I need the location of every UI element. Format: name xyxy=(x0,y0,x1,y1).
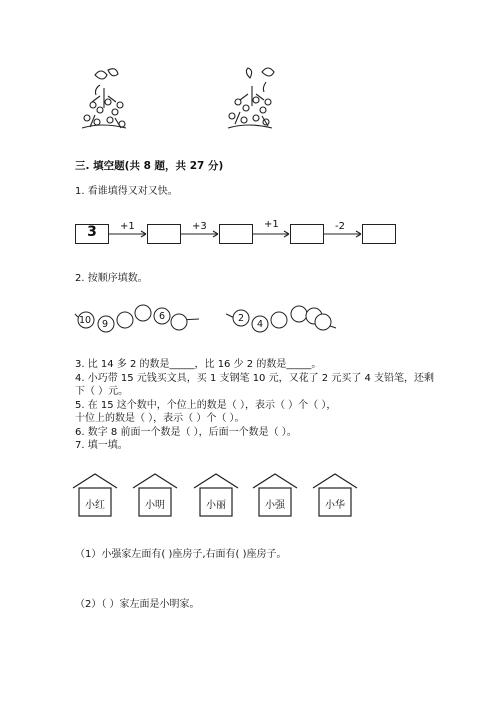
question-7-sub-1: （1）小强家左面有( )座房子,右面有( )座房子。 xyxy=(75,549,287,560)
answer-box-1[interactable] xyxy=(147,224,181,244)
question-5-line-1: 5. 在 15 这个数中，个位上的数是（ ），表示（ ）个（ ）， xyxy=(75,400,337,411)
question-7-text: 7. 填一填。 xyxy=(75,440,128,451)
question-5-line-2: 十位上的数是（ ），表示（ ）个（ ）。 xyxy=(75,413,245,424)
bead-chain-1 xyxy=(75,305,199,332)
section-title: 三. 填空题(共 8 题，共 27 分) xyxy=(75,160,224,172)
bead-number-4: 4 xyxy=(257,319,264,330)
flower-bouquet-right-icon xyxy=(228,68,274,128)
op-label-4: -2 xyxy=(335,221,345,232)
op-label-1: +1 xyxy=(120,221,135,232)
house-label-xiaoqiang: 小强 xyxy=(265,500,285,511)
flower-bouquet-left-icon xyxy=(82,69,126,128)
op-label-3: +1 xyxy=(264,219,279,230)
question-2-text: 2. 按顺序填数。 xyxy=(75,273,148,284)
answer-box-2[interactable] xyxy=(219,224,253,244)
question-1-text: 1. 看谁填得又对又快。 xyxy=(75,186,178,197)
question-3-text: 3. 比 14 多 2 的数是_____，比 16 少 2 的数是_____。 xyxy=(75,359,322,370)
question-4-line-1: 4. 小巧带 15 元钱买文具，买 1 支钢笔 10 元，又花了 2 元买了 4 支铅笔，还剩 xyxy=(75,373,435,384)
bead-number-2: 2 xyxy=(238,313,245,324)
answer-box-3[interactable] xyxy=(290,224,324,244)
bead-number-10: 10 xyxy=(79,315,92,326)
start-number-box: 3 xyxy=(75,224,109,244)
question-7-sub-2: （2）（ ）家左面是小明家。 xyxy=(75,599,200,610)
house-label-xiaoming: 小明 xyxy=(145,500,165,511)
bead-number-9: 9 xyxy=(102,319,109,330)
question-4-line-2: 下（ ）元。 xyxy=(75,386,129,397)
op-label-2: +3 xyxy=(192,221,207,232)
answer-box-4[interactable] xyxy=(362,224,396,244)
house-label-xiaohua: 小华 xyxy=(325,500,345,511)
house-label-xiaohong: 小红 xyxy=(85,500,105,511)
bead-number-6: 6 xyxy=(159,311,166,322)
question-6-text: 6. 数字 8 前面一个数是（ ），后面一个数是（ ）。 xyxy=(75,427,297,438)
house-label-xiaoli: 小丽 xyxy=(206,500,226,511)
